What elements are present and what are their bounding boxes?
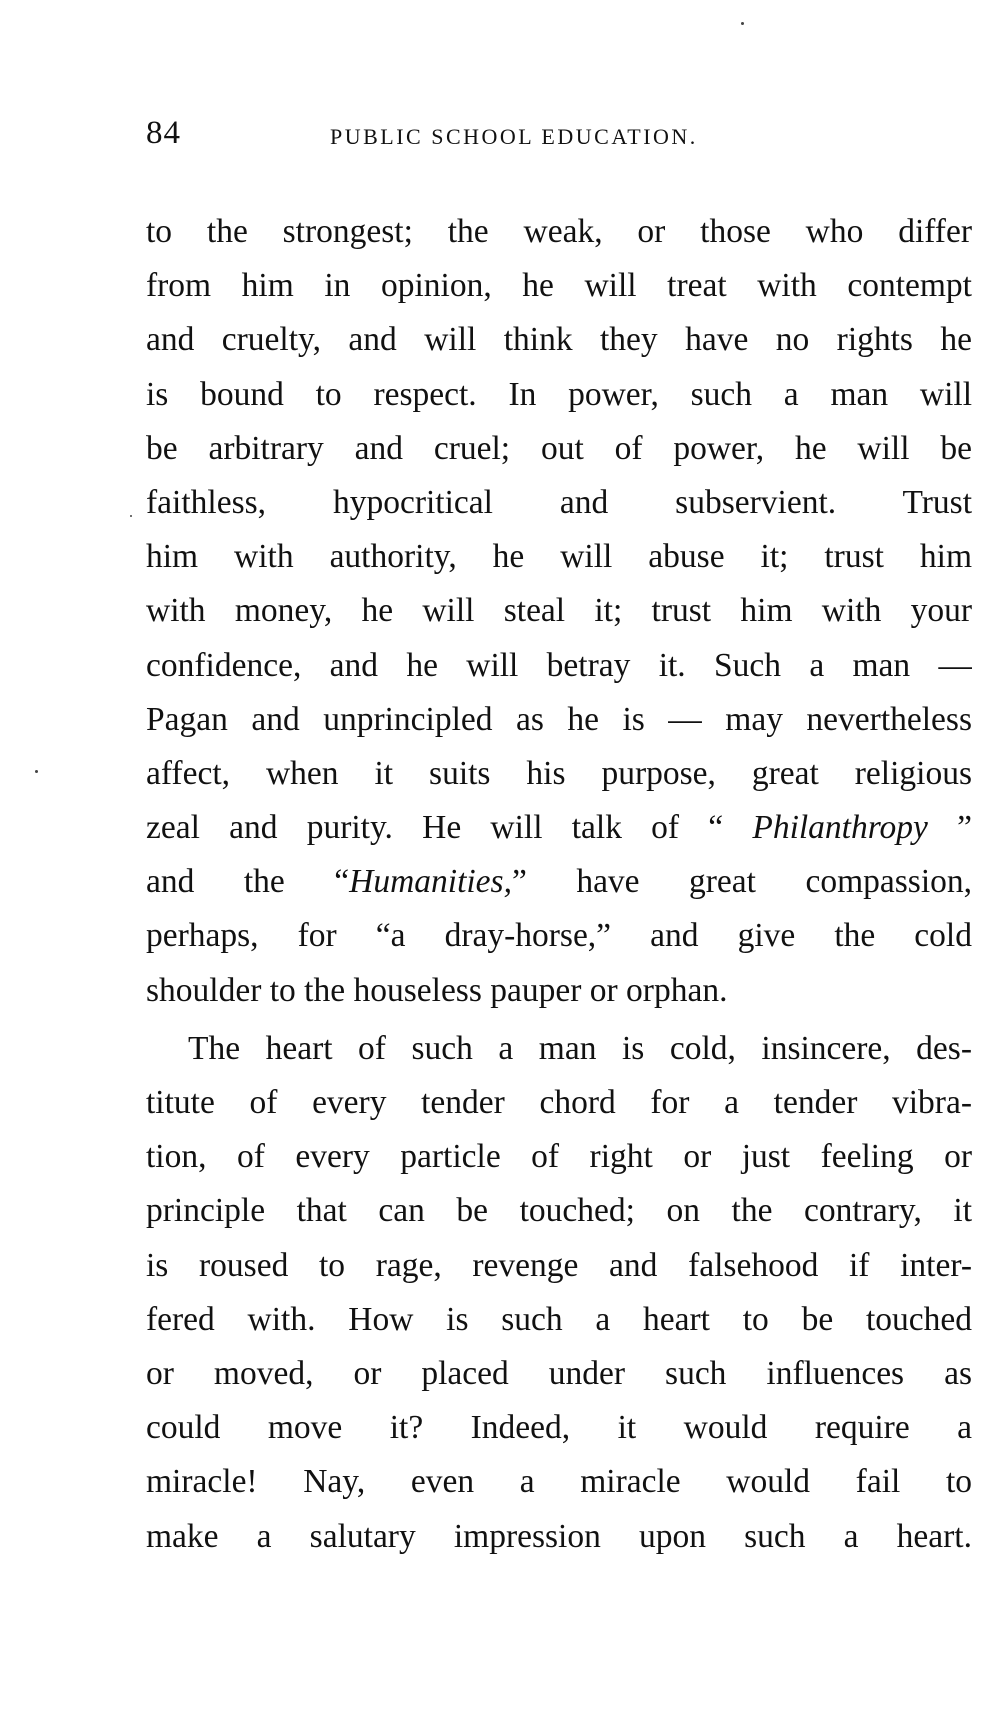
- print-speck: [130, 515, 132, 517]
- italic-term: Philanthropy: [752, 809, 928, 847]
- paragraph-1: [146, 205, 972, 1018]
- italic-term: Humanities,: [349, 863, 512, 901]
- text-line: him with authority, he will abuse it; trust him: [146, 538, 972, 576]
- text-line: perhaps, for “a dray-horse,” and give the cold: [146, 917, 972, 955]
- body-text: [146, 205, 972, 1564]
- text-line: or moved, or placed under such influences as: [146, 1354, 972, 1392]
- print-speck: [35, 770, 38, 773]
- text-line: from him in opinion, he will treat with contempt: [146, 267, 972, 305]
- text-line: is roused to rage, revenge and falsehood if inter-: [146, 1246, 972, 1284]
- text-line: confidence, and he will betray it. Such a man —: [146, 646, 972, 684]
- text-line: be arbitrary and cruel; out of power, he will be: [146, 429, 972, 467]
- text-line: Pagan and unprincipled as he is — may nevertheless: [146, 700, 972, 738]
- print-speck: [741, 22, 744, 25]
- text-line: fered with. How is such a heart to be touched: [146, 1300, 972, 1338]
- text-line: shoulder to the houseless pauper or orphan.: [146, 971, 728, 1009]
- text-line: could move it? Indeed, it would require a: [146, 1409, 972, 1447]
- text-line: make a salutary impression upon such a heart.: [146, 1517, 972, 1555]
- text-line: and cruelty, and will think they have no rights he: [146, 321, 972, 359]
- running-head: [146, 115, 972, 155]
- text-line: with money, he will steal it; trust him with your: [146, 592, 972, 630]
- text-line: The heart of such a man is cold, insincere, des-: [188, 1029, 972, 1067]
- text-line: miracle! Nay, even a miracle would fail to: [146, 1463, 972, 1501]
- text-line: and the “Humanities,” have great compassion,: [146, 863, 972, 901]
- running-title: PUBLIC SCHOOL EDUCATION.: [330, 124, 698, 149]
- text-line: tion, of every particle of right or just feeling or: [146, 1138, 972, 1176]
- text-line: faithless, hypocritical and subservient. Trust: [146, 483, 972, 521]
- page-number: 84: [146, 115, 181, 151]
- paragraph-2: [146, 1022, 972, 1564]
- text-line: titute of every tender chord for a tender vibra-: [146, 1084, 972, 1121]
- text-line: principle that can be touched; on the contrary, it: [146, 1192, 972, 1230]
- text-line: is bound to respect. In power, such a man will: [146, 375, 972, 413]
- text-line: to the strongest; the weak, or those who differ: [146, 213, 972, 250]
- text-line: zeal and purity. He will talk of “ Philanthropy ”: [146, 809, 972, 847]
- text-line: affect, when it suits his purpose, great religious: [146, 754, 972, 792]
